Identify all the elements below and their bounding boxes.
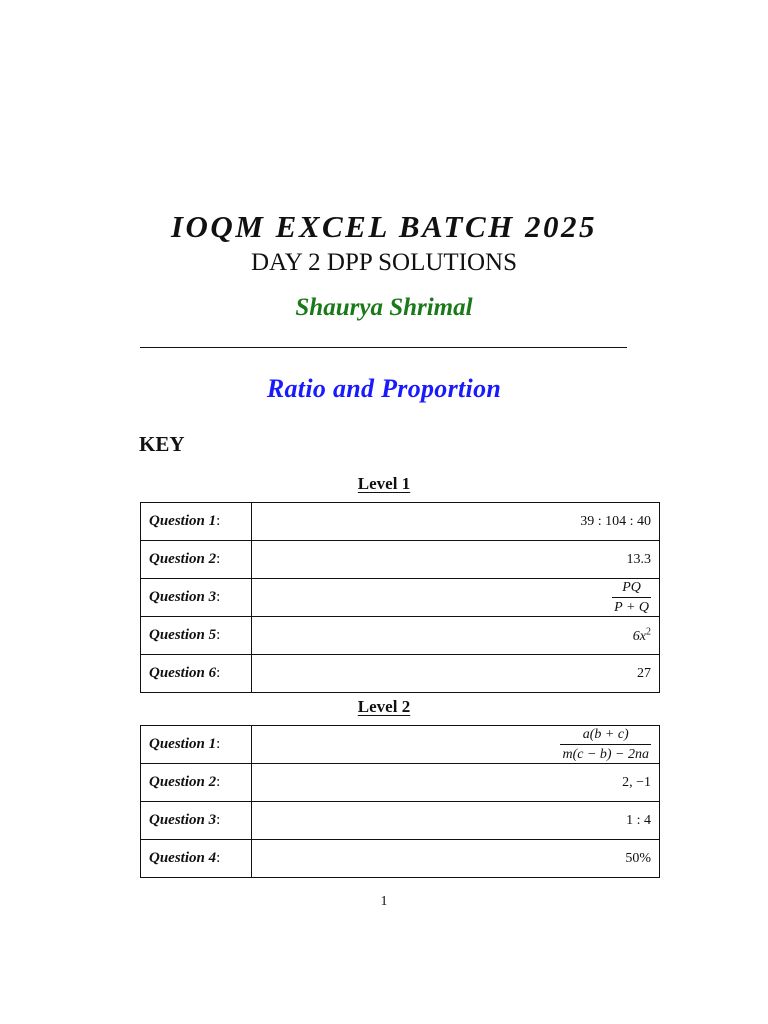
answer-fraction bbox=[612, 579, 651, 616]
question-label-cell: Question 3: bbox=[141, 802, 252, 840]
question-label-cell: Question 5: bbox=[141, 617, 252, 655]
table-row bbox=[141, 802, 660, 840]
table-row bbox=[141, 579, 660, 617]
table-row bbox=[141, 541, 660, 579]
answer-value: 27 bbox=[637, 665, 651, 681]
fraction-denominator: m(c − b) − 2na bbox=[562, 747, 649, 762]
question-label: Question 5 bbox=[149, 627, 217, 643]
answer-value: 13.3 bbox=[626, 551, 651, 567]
question-label-cell: Question 1: bbox=[141, 503, 252, 541]
answer-value bbox=[632, 626, 651, 644]
title-divider bbox=[140, 347, 627, 348]
answer-base: 6x bbox=[632, 628, 646, 644]
question-label-cell: Question 1: bbox=[141, 726, 252, 764]
question-label-cell: Question 3: bbox=[141, 579, 252, 617]
table-row bbox=[141, 726, 660, 764]
answer-cell bbox=[252, 764, 660, 802]
answer-cell bbox=[252, 617, 660, 655]
answer-exponent: 2 bbox=[646, 626, 651, 638]
answer-value: 39 : 104 : 40 bbox=[580, 513, 651, 529]
question-label: Question 6 bbox=[149, 665, 217, 681]
table-row bbox=[141, 840, 660, 878]
question-label-cell: Question 4: bbox=[141, 840, 252, 878]
table-row bbox=[141, 655, 660, 693]
answer-cell bbox=[252, 503, 660, 541]
answer-cell bbox=[252, 655, 660, 693]
answer-value: 2, −1 bbox=[622, 774, 651, 790]
document-title: IOQM EXCEL BATCH 2025 bbox=[170, 209, 597, 244]
answer-cell bbox=[252, 541, 660, 579]
level-2-heading: Level 2 bbox=[357, 697, 411, 716]
question-label: Question 3 bbox=[149, 589, 217, 605]
topic-heading: Ratio and Proportion bbox=[266, 374, 502, 403]
fraction-denominator: P + Q bbox=[614, 600, 649, 615]
answer-cell bbox=[252, 726, 660, 764]
question-label: Question 4 bbox=[149, 850, 217, 866]
question-label: Question 3 bbox=[149, 812, 217, 828]
answer-value: 50% bbox=[625, 850, 651, 866]
level-1-answer-table bbox=[140, 502, 660, 693]
table-row bbox=[141, 503, 660, 541]
fraction-numerator: PQ bbox=[612, 579, 651, 598]
document-subtitle: DAY 2 DPP SOLUTIONS bbox=[250, 249, 517, 276]
question-label-cell: Question 2: bbox=[141, 764, 252, 802]
fraction-numerator: a(b + c) bbox=[560, 726, 651, 745]
page-number: 1 bbox=[380, 894, 388, 909]
answer-value: 1 : 4 bbox=[626, 812, 651, 828]
answer-fraction bbox=[560, 726, 651, 763]
question-label: Question 2 bbox=[149, 774, 217, 790]
question-label-cell: Question 2: bbox=[141, 541, 252, 579]
key-heading: KEY bbox=[139, 432, 185, 456]
author-name: Shaurya Shrimal bbox=[295, 294, 473, 321]
level-2-answer-table bbox=[140, 725, 660, 878]
table-row bbox=[141, 764, 660, 802]
question-label: Question 1 bbox=[149, 736, 217, 752]
question-label-cell: Question 6: bbox=[141, 655, 252, 693]
level-1-heading: Level 1 bbox=[357, 474, 411, 493]
answer-cell bbox=[252, 579, 660, 617]
answer-cell bbox=[252, 802, 660, 840]
answer-cell bbox=[252, 840, 660, 878]
question-label: Question 2 bbox=[149, 551, 217, 567]
table-row bbox=[141, 617, 660, 655]
question-label: Question 1 bbox=[149, 513, 217, 529]
